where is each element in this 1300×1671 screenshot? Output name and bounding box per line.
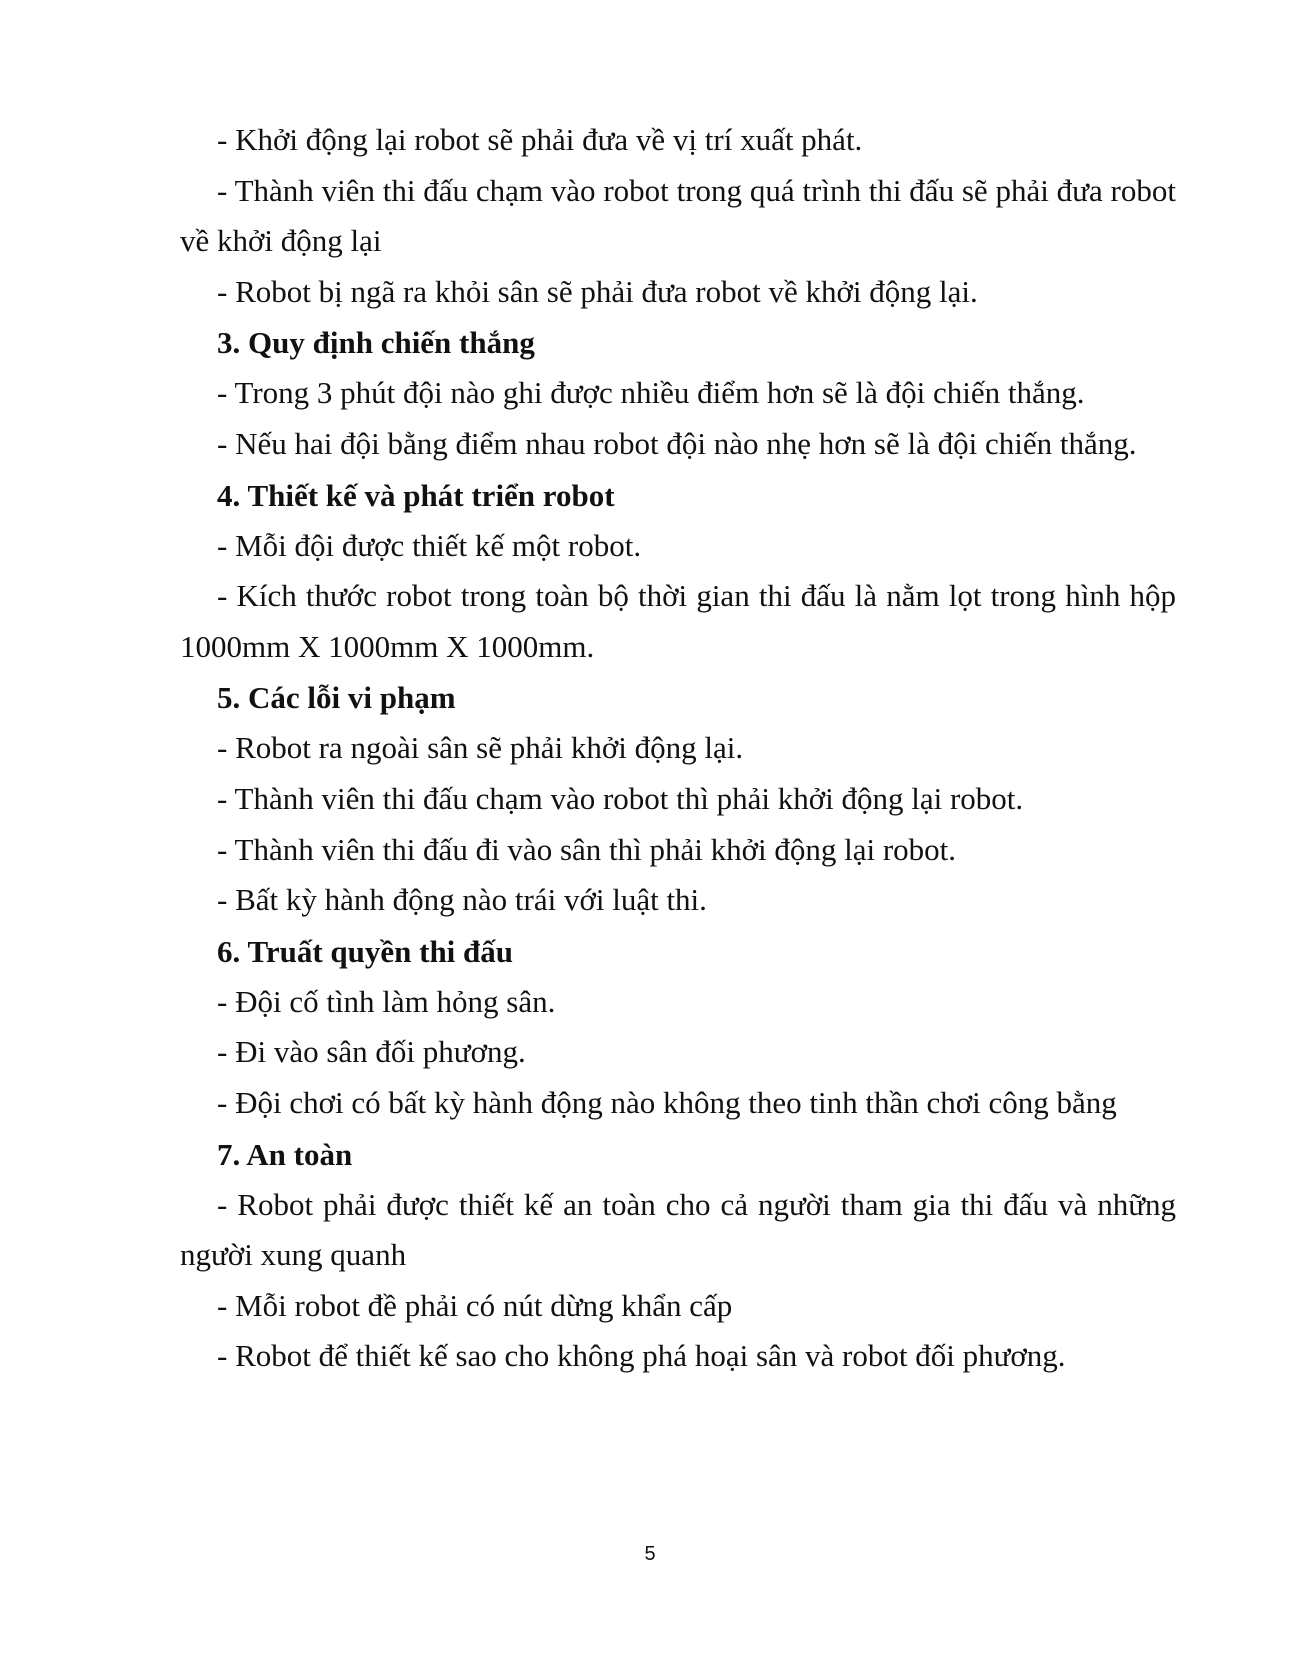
violation-item-4: - Bất kỳ hành động nào trái với luật thi. bbox=[217, 882, 707, 918]
intro-item-3: - Robot bị ngã ra khỏi sân sẽ phải đưa robot về khởi động lại. bbox=[217, 273, 978, 309]
robot-design-item-2: - Kích thước robot trong toàn bộ thời gian thi đấu là nằm lọt trong hình hộp 1000mm X 1000mm X 1000mm. bbox=[180, 578, 1176, 664]
section-heading-winning-rules: 3. Quy định chiến thắng bbox=[217, 325, 535, 361]
document-body bbox=[180, 115, 1176, 1382]
safety-item-2: - Mỗi robot đề phải có nút dừng khẩn cấp bbox=[217, 1287, 733, 1323]
winning-rule-item-2: - Nếu hai đội bằng điểm nhau robot đội nào nhẹ hơn sẽ là đội chiến thắng. bbox=[217, 425, 1137, 461]
section-heading-disqualification: 6. Truất quyền thi đấu bbox=[217, 933, 514, 969]
section-heading-violations: 5. Các lỗi vi phạm bbox=[217, 680, 456, 716]
intro-item-1: - Khởi động lại robot sẽ phải đưa về vị trí xuất phát. bbox=[217, 122, 863, 157]
section-robot-design bbox=[180, 470, 1176, 673]
disqualification-item-2: - Đi vào sân đối phương. bbox=[217, 1034, 526, 1070]
violation-item-3: - Thành viên thi đấu đi vào sân thì phải khởi động lại robot. bbox=[217, 831, 957, 867]
section-winning-rules bbox=[180, 317, 1176, 469]
robot-design-item-1: - Mỗi đội được thiết kế một robot. bbox=[217, 527, 642, 563]
winning-rule-item-1: - Trong 3 phút đội nào ghi được nhiều điểm hơn sẽ là đội chiến thắng. bbox=[217, 375, 1085, 411]
section-heading-robot-design: 4. Thiết kế và phát triển robot bbox=[217, 477, 615, 513]
safety-item-1: - Robot phải được thiết kế an toàn cho cả người tham gia thi đấu và những người xung quanh bbox=[180, 1186, 1176, 1273]
intro-item-2: - Thành viên thi đấu chạm vào robot trong quá trình thi đấu sẽ phải đưa robot về khởi động lại bbox=[180, 172, 1176, 259]
page-number: 5 bbox=[644, 1543, 656, 1565]
safety-item-3: - Robot để thiết kế sao cho không phá hoại sân và robot đối phương. bbox=[217, 1338, 1066, 1374]
section-disqualification bbox=[180, 926, 1176, 1129]
section-violations bbox=[180, 672, 1176, 925]
section-safety bbox=[180, 1129, 1176, 1382]
disqualification-item-3: - Đội chơi có bất kỳ hành động nào không theo tinh thần chơi công bằng bbox=[217, 1084, 1117, 1120]
violation-item-1: - Robot ra ngoài sân sẽ phải khởi động lại. bbox=[217, 730, 744, 766]
violation-item-2: - Thành viên thi đấu chạm vào robot thì phải khởi động lại robot. bbox=[217, 780, 1024, 816]
disqualification-item-1: - Đội cố tình làm hỏng sân. bbox=[217, 983, 556, 1019]
intro-section bbox=[180, 115, 1176, 317]
section-heading-safety: 7. An toàn bbox=[217, 1136, 353, 1172]
